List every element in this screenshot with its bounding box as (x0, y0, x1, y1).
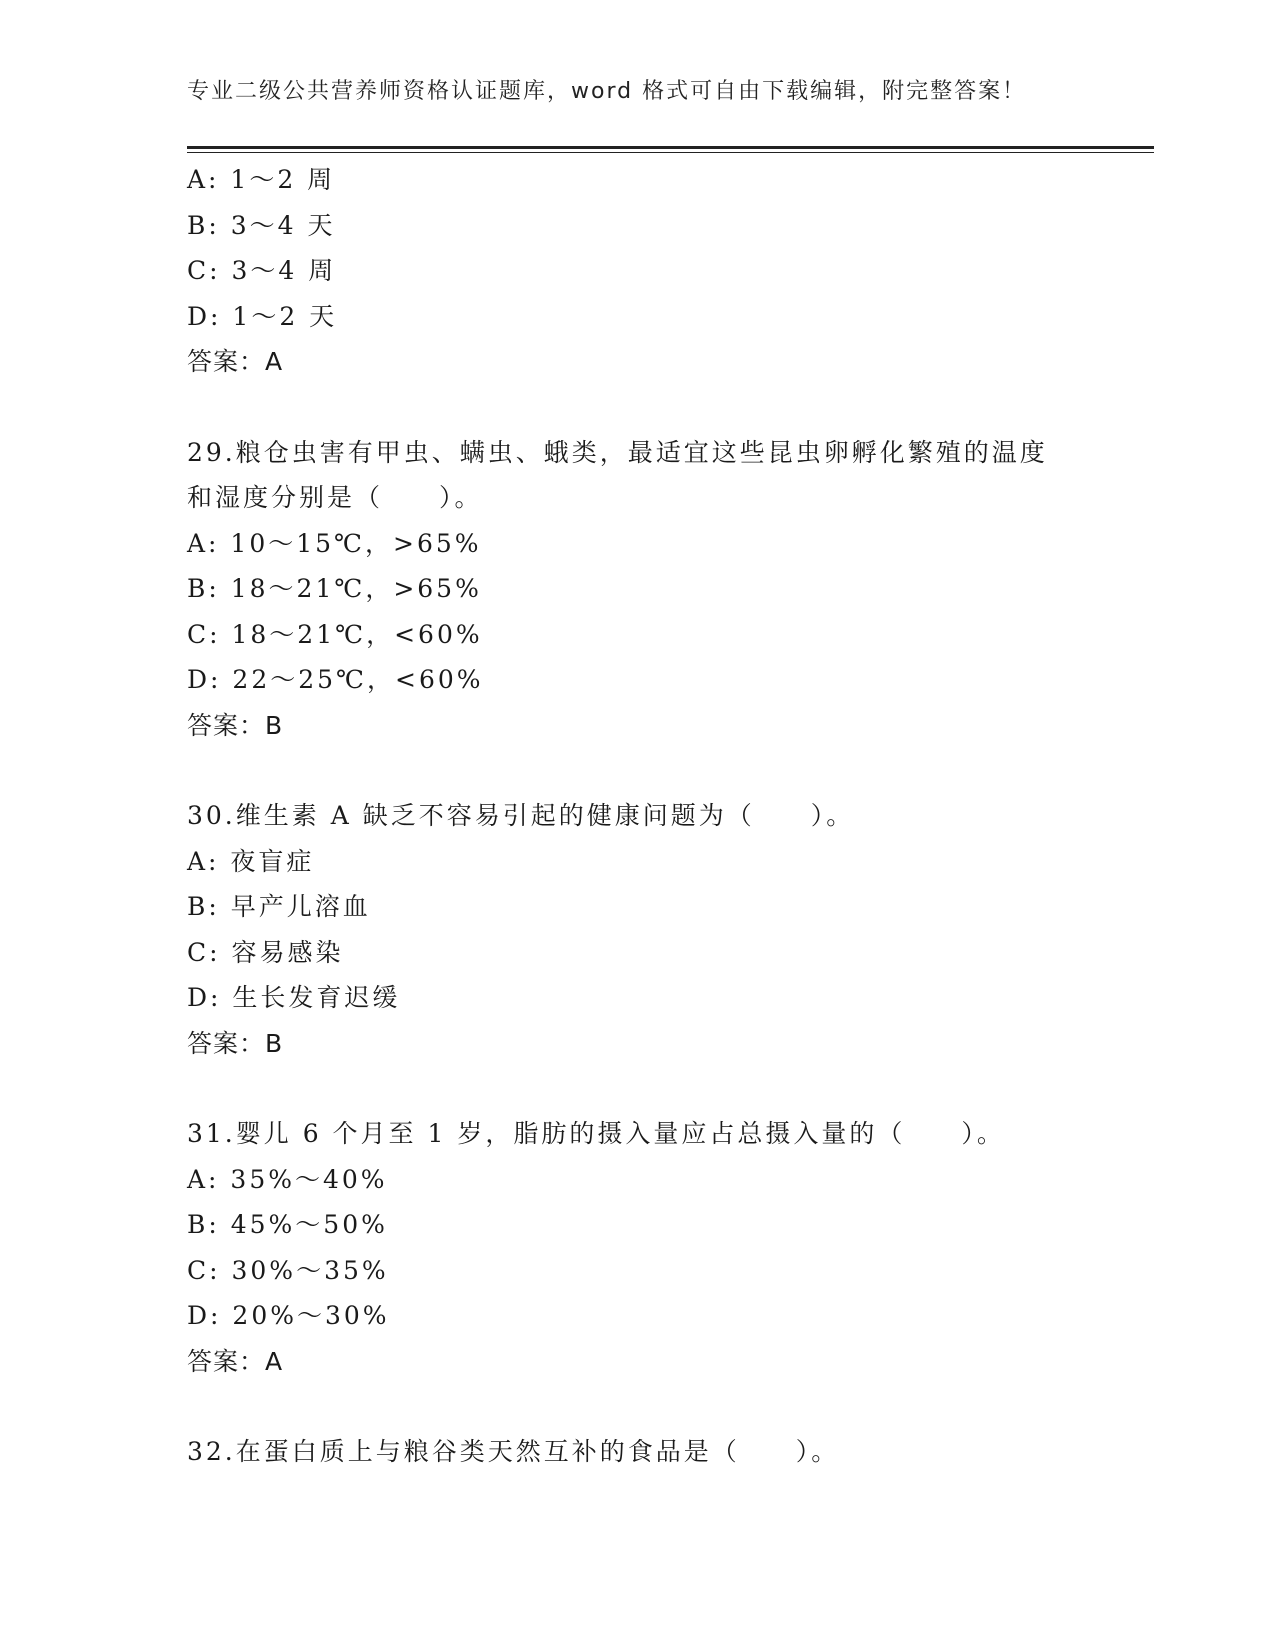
question-text: 31.婴儿 6 个月至 1 岁，脂肪的摄入量应占总摄入量的（ ）。 (187, 1119, 1005, 1148)
spacer (187, 1066, 1087, 1111)
option-b: B: 18～21℃，>65% (187, 574, 482, 603)
option-c: C: 3～4 周 (187, 256, 337, 285)
option-a: A: 1～2 周 (187, 165, 336, 194)
option-c: C: 30%～35% (187, 1255, 389, 1285)
answer: 答案：B (187, 1028, 284, 1058)
answer: 答案：A (187, 1346, 284, 1376)
option-d: D: 22～25℃，<60% (187, 665, 484, 694)
question-28 (187, 157, 1087, 385)
answer: 答案：B (187, 710, 284, 740)
question-31 (187, 1111, 1087, 1384)
option-a: A: 10～15℃，>65% (187, 528, 482, 558)
header-rule-thin (187, 152, 1154, 153)
answer: 答案：A (187, 347, 284, 376)
question-text: 30.维生素 A 缺乏不容易引起的健康问题为（ ）。 (187, 801, 855, 830)
question-text-line-1: 29.粮仓虫害有甲虫、螨虫、蛾类，最适宜这些昆虫卵孵化繁殖的温度 (187, 437, 1048, 467)
question-32 (187, 1429, 1087, 1475)
header-rule-thick (187, 146, 1154, 149)
option-b: B: 3～4 天 (187, 210, 336, 240)
question-text: 32.在蛋白质上与粮谷类天然互补的食品是（ ）。 (187, 1437, 840, 1466)
option-b: B: 早产儿溶血 (187, 892, 371, 921)
question-text-line-2: 和湿度分别是（ ）。 (187, 483, 483, 512)
question-29 (187, 430, 1087, 749)
page-header: 专业二级公共营养师资格认证题库，word 格式可自由下载编辑，附完整答案！ (187, 79, 1027, 104)
option-d: D: 生长发育迟缓 (187, 983, 401, 1012)
spacer (187, 748, 1087, 793)
spacer (187, 1384, 1087, 1429)
option-c: C: 18～21℃，<60% (187, 619, 483, 649)
option-c: C: 容易感染 (187, 937, 344, 967)
option-a: A: 夜盲症 (187, 846, 315, 876)
option-d: D: 1～2 天 (187, 301, 338, 331)
question-content (187, 157, 1087, 1475)
option-b: B: 45%～50% (187, 1210, 388, 1239)
question-30 (187, 793, 1087, 1066)
spacer (187, 385, 1087, 430)
option-d: D: 20%～30% (187, 1301, 390, 1330)
option-a: A: 35%～40% (187, 1164, 388, 1194)
